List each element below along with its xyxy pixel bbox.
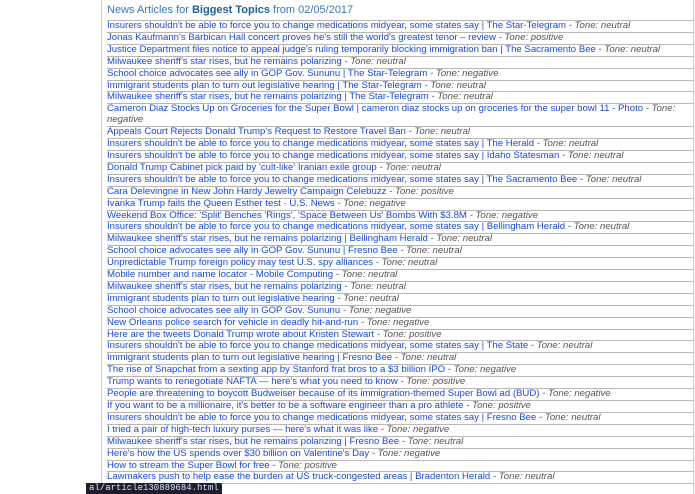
article-tone [373, 257, 437, 268]
tone-value: positive [421, 185, 454, 197]
tone-prefix: - Tone: [369, 447, 404, 459]
tone-prefix: - Tone: [334, 292, 370, 304]
tone-prefix: - Tone: [358, 316, 394, 328]
article-tone [358, 317, 429, 328]
tone-value: negative [375, 304, 412, 316]
article-link[interactable]: Weekend Box Office: 'Split' Benches 'Rings', 'Space Between Us' Bombs With $3.8M [107, 209, 467, 221]
article-link[interactable]: Here are the tweets Donald Trump wrote about Kristen Stewart [107, 328, 375, 340]
article-link[interactable]: School choice advocates see ally in GOP Gov. Sununu | The Star-Telegram [107, 67, 428, 79]
article-link[interactable]: Here's how the US spends over $30 billion on Valentine's Day [107, 447, 370, 459]
tone-value: negative [412, 423, 450, 435]
tone-value: negative [403, 447, 441, 459]
article-tone [422, 80, 486, 91]
article-link[interactable]: Milwaukee sheriff's star rises, but he remains polarizing [107, 55, 342, 67]
tone-prefix: - Tone: [374, 328, 409, 340]
tone-prefix: - Tone: [378, 423, 413, 435]
article-tone [392, 352, 456, 363]
article-tone [496, 32, 563, 43]
tone-value: neutral [440, 126, 471, 138]
article-link[interactable]: Ivanka Trump fails the Queen Esther test · U.S. News [107, 197, 335, 209]
article-link[interactable]: Unpredictable Trump foreign policy may test U.S. spy alliances [107, 257, 374, 269]
article-tone [406, 126, 470, 137]
tone-prefix: - Tone: [559, 149, 595, 161]
tone-value: neutral [433, 435, 464, 447]
tone-value: neutral [630, 43, 661, 55]
tone-prefix: - Tone: [269, 459, 305, 471]
article-link[interactable]: Immigrant students plan to turn out legislative hearing | The Star-Telegram [107, 79, 422, 91]
tone-value: negative [574, 388, 611, 400]
tone-value: neutral [525, 471, 555, 483]
tone-prefix: - Tone: [386, 185, 422, 197]
tone-value: negative [369, 197, 406, 209]
tone-prefix: - Tone: [399, 435, 434, 447]
article-tone [428, 233, 492, 244]
tone-value: positive [432, 376, 466, 388]
article-link[interactable]: Donald Trump Cabinet pick paid by 'cult-like' Iranian exile group [107, 161, 377, 173]
article-link[interactable]: Mobile number and name locator - Mobile Computing [107, 269, 334, 281]
tone-value: neutral [456, 79, 486, 91]
tone-value: neutral [407, 257, 438, 269]
tone-prefix: - Tone: [565, 221, 600, 233]
article-link[interactable]: Insurers shouldn't be able to force you to change medications midyear, some states say | Fresno Bee [107, 411, 537, 423]
tone-value: neutral [571, 411, 601, 423]
tone-prefix: - Tone: [539, 388, 575, 400]
article-tone [342, 56, 406, 67]
page-title [107, 4, 693, 16]
tone-prefix: - Tone: [445, 364, 480, 376]
article-tone [399, 436, 463, 447]
tone-prefix: - Tone: [427, 233, 463, 245]
tone-value: neutral [462, 233, 493, 245]
tone-value: neutral [594, 149, 624, 161]
tone-prefix: - Tone: [341, 55, 377, 67]
tone-prefix: - Tone: [490, 471, 526, 483]
article-link[interactable]: If you want to be a millionaire, it's better to be a software engineer than a pro athlete [107, 400, 464, 411]
article-tone [386, 186, 453, 197]
article-link[interactable]: Insurers shouldn't be able to force you to change medications midyear, some states say | Bellingham Herald [107, 221, 566, 233]
tone-prefix: - Tone: [333, 269, 368, 281]
article-link[interactable]: School choice advocates see ally in GOP Gov. Sununu | Fresno Bee [107, 245, 398, 257]
tone-value: negative [501, 209, 539, 221]
article-tone [528, 340, 592, 351]
article-link[interactable]: Insurers shouldn't be able to force you to change medications midyear, some states say | The Star-Telegram [107, 20, 567, 31]
tone-value: neutral [600, 20, 631, 31]
tone-value: neutral [463, 91, 493, 103]
article-tone [335, 198, 406, 209]
tone-value: neutral [376, 280, 406, 292]
tone-value: neutral [376, 55, 406, 67]
article-link[interactable]: Trump wants to renegotiate NAFTA — here's what you need to know [107, 376, 398, 388]
article-tone [596, 44, 660, 55]
tone-value: positive [409, 328, 442, 340]
article-tone [445, 364, 516, 375]
tone-prefix: - Tone: [392, 352, 427, 364]
tone-prefix: - Tone: [577, 173, 613, 185]
tone-prefix: - Tone: [495, 31, 531, 43]
article-link[interactable]: How to stream the Super Bowl for free [107, 459, 270, 471]
tone-prefix: - Tone: [376, 161, 412, 173]
article-tone [333, 269, 397, 280]
tone-value: neutral [411, 161, 441, 173]
tone-value: negative [479, 364, 517, 376]
article-link[interactable]: I tried a pair of high-tech luxury purses — here's what it was like [107, 423, 379, 435]
tone-prefix: - Tone: [528, 340, 564, 352]
article-link[interactable]: Milwaukee sheriff's star rises, but he remains polarizing | The Star-Telegram [107, 91, 429, 103]
article-link[interactable]: The rise of Snapchat from a sexting app by Stanford frat bros to a $3 billion IPO [107, 364, 446, 376]
tone-prefix: - Tone: [466, 209, 502, 221]
tone-prefix: - Tone: [405, 126, 441, 138]
page-title-date: from 02/05/2017 [270, 4, 354, 16]
tone-prefix: - Tone: [340, 304, 376, 316]
article-link[interactable]: Milwaukee sheriff's star rises, but he remains polarizing | Bellingham Herald [107, 233, 428, 245]
article-tone [429, 91, 493, 102]
tone-value: neutral [568, 138, 599, 150]
article-tone [377, 162, 441, 173]
tone-prefix: - Tone: [334, 197, 370, 209]
article-link[interactable]: Immigrant students plan to turn out legislative hearing | Fresno Bee [107, 352, 393, 364]
article-tone [398, 376, 465, 387]
article-tone [270, 460, 337, 471]
tone-prefix: - Tone: [534, 138, 569, 150]
tone-prefix: - Tone: [397, 245, 433, 257]
article-link[interactable]: New Orleans police search for vehicle in deadly hit-and-run [107, 316, 359, 328]
article-tone [398, 245, 462, 256]
tone-value: neutral [599, 221, 630, 233]
article-link[interactable]: Justice Department files notice to appeal judge's ruling temporarily blocking immigration ban | The Sacramento Bee [107, 43, 596, 55]
article-link[interactable]: Insurers shouldn't be able to force you to change medications midyear, some states say | Idaho Statesman [107, 149, 560, 161]
tone-value: negative [107, 114, 144, 126]
tone-value: neutral [563, 340, 593, 352]
tone-value: negative [462, 67, 499, 79]
article-link[interactable]: People are threatening to boycott Budweiser because of its immigration-themed Super Bowl ad (BUD) [107, 388, 540, 400]
article-link[interactable]: School choice advocates see ally in GOP Gov. Sununu [107, 304, 341, 316]
article-tone [565, 221, 629, 232]
article-tone [539, 388, 610, 399]
article-tone [566, 20, 630, 31]
link-status-bar [86, 483, 222, 494]
article-link[interactable]: Immigrant students plan to turn out legislative hearing [107, 292, 335, 304]
article-tone [342, 281, 406, 292]
article-tone [374, 329, 441, 340]
tone-prefix: - Tone: [536, 411, 572, 423]
page-title-prefix: News Articles for [107, 4, 192, 16]
tone-prefix: - Tone: [428, 91, 464, 103]
article-tone [490, 471, 554, 482]
tone-prefix: - Tone: [421, 79, 457, 91]
status-bar-url: al/article130889684.html [89, 483, 219, 493]
tone-prefix: - Tone: [566, 20, 601, 31]
tone-value: neutral [612, 173, 642, 185]
article-tone [559, 150, 623, 161]
tone-value: positive [530, 31, 564, 43]
article-tone [378, 424, 449, 435]
article-tone [369, 448, 440, 459]
article-link[interactable]: Appeals Court Rejects Donald Trump's Request to Restore Travel Ban [107, 126, 406, 138]
content-panel [101, 0, 694, 494]
article-tone [536, 412, 600, 423]
article-link[interactable]: Insurers shouldn't be able to force you to change medications midyear, some states say | The Sacramento Bee [107, 173, 578, 185]
article-link[interactable]: Cameron Diaz Stocks Up on Groceries for the Super Bowl | cameron diaz stocks up on groceries for the super bowl 11 - Photo [107, 103, 644, 115]
article-link[interactable]: Milwaukee sheriff's star rises, but he remains polarizing [107, 280, 342, 292]
tone-prefix: - Tone: [643, 103, 676, 115]
tone-prefix: - Tone: [397, 376, 433, 388]
tone-prefix: - Tone: [341, 280, 377, 292]
article-tone [340, 305, 411, 316]
tone-value: neutral [432, 245, 462, 257]
tone-value: neutral [367, 269, 398, 281]
article-link[interactable]: Insurers shouldn't be able to force you to change medications midyear, some states say | The State [107, 340, 529, 352]
article-list [107, 20, 693, 484]
tone-prefix: - Tone: [595, 43, 631, 55]
tone-value: neutral [426, 352, 457, 364]
tone-prefix: - Tone: [427, 67, 463, 79]
article-tone [427, 68, 498, 79]
tone-value: negative [393, 316, 430, 328]
article-link[interactable]: Lawmakers push to help ease the burden at US truck-congested areas | Bradenton Herald [107, 471, 491, 483]
article-row [107, 104, 693, 127]
article-tone [463, 400, 530, 411]
page-title-topic: Biggest Topics [191, 4, 270, 16]
article-tone [335, 293, 399, 304]
tone-prefix: - Tone: [463, 400, 499, 411]
tone-value: positive [498, 400, 531, 411]
article-tone [534, 138, 598, 149]
article-link[interactable]: Milwaukee sheriff's star rises, but he remains polarizing | Fresno Bee [107, 435, 400, 447]
article-link[interactable]: Jonas Kaufmann's Barbican Hall concert proves he's still the world's greatest tenor – review [107, 31, 496, 43]
article-tone [467, 210, 538, 221]
tone-value: positive [304, 459, 338, 471]
tone-value: neutral [369, 292, 399, 304]
tone-prefix: - Tone: [373, 257, 408, 269]
article-link[interactable]: Cara Delevingne in New John Hardy Jewelry Campaign Celebuzz [107, 185, 387, 197]
article-tone [577, 174, 641, 185]
article-link[interactable]: Insurers shouldn't be able to force you to change medications midyear, some states say | The Herald [107, 138, 535, 150]
